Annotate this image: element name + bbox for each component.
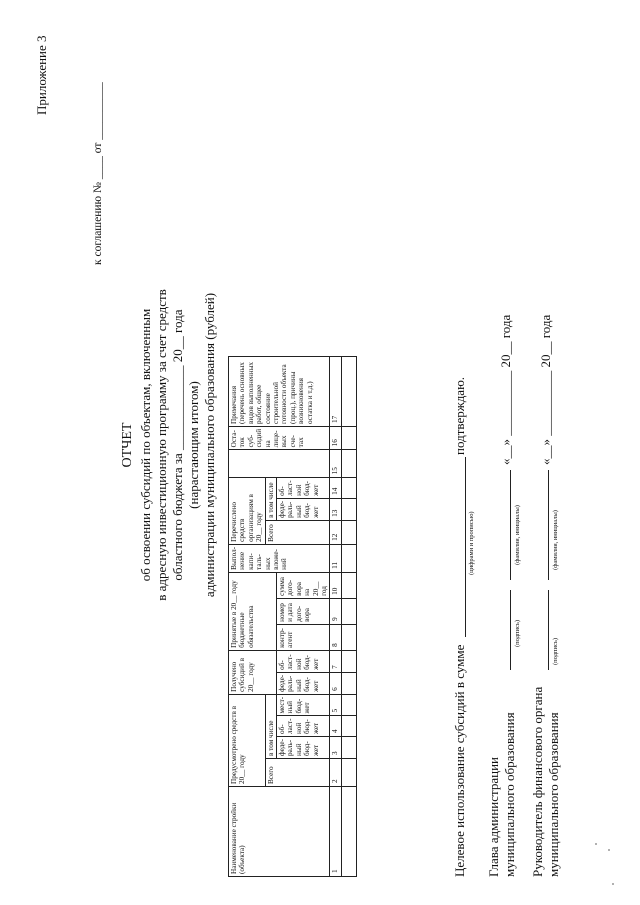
subtitle-line-3: областного бюджета за _____________ 20__ года [170,309,185,581]
col-received-reg: об-ласт-ной бюд-жет [277,650,330,672]
col-transferred: Перечислено средств организациям в 20__ году [229,478,266,545]
head-sign-hint: (подпись) [514,620,521,647]
subtitle-line-4: (нарастающим итогом) [186,381,201,509]
scan-speck [595,843,597,845]
col-accepted: Принятые в 20__ году бюджетные обязательства [229,572,277,650]
col-volume: Выпол-нение капи-таль-ных вложе-ний [229,544,330,572]
col-transferred-fed: феде-раль-ный бюд-жет [277,498,330,520]
fin-name-hint: (фамилия, инициалы) [552,510,559,570]
col-received: Получено субсидий в 20__ году [229,650,277,694]
fin-title-line-2: муниципального образования [546,712,561,877]
col-planned-incl: в том числе [265,694,276,758]
column-number-row [330,356,341,876]
target-use-line [455,457,466,637]
head-title-line-1: Глава администрации [486,756,501,877]
appendix-label: Приложение 3 [34,35,49,115]
col-number: 9 [330,598,341,624]
col-number: 2 [330,759,341,787]
subtitle-line-5: администрации муниципального образования (рублей) [202,292,217,598]
fin-sign-hint: (подпись) [552,638,559,665]
agreement-line: к соглашению № ____ от __________ [92,82,104,265]
head-title-line-2: муниципального образования [502,712,517,877]
col-number: 4 [330,716,341,737]
col-number: 14 [330,478,341,499]
col-number: 8 [330,624,341,650]
col-number: 5 [330,694,341,716]
col-extra [229,450,330,478]
col-notes: Примечания (перечень основных видов выполненных работ, общее состояние строительной готовности объекта (проц.), причины возникновения остатка и т.д.) [229,356,330,426]
col-number: 11 [330,544,341,572]
table-row [341,356,356,876]
col-number: 17 [330,356,341,426]
scan-speck [608,849,610,851]
scan-speck [612,883,614,885]
col-received-fed: феде-раль-ный бюд-жет [277,672,330,694]
head-sign-line [510,590,511,670]
col-contract-no: номер и дата дого-вора [277,598,330,624]
subtitle-line-1: об освоении субсидий по объектам, включенным [138,308,153,582]
report-table [228,356,357,877]
confirm-label: подтверждаю. [452,376,467,455]
col-planned-reg: об-ласт-ной бюд-жет [277,716,330,737]
head-name-hint: (фамилия, инициалы) [514,505,521,565]
col-number: 10 [330,572,341,598]
head-date: «__» __________ 20__ года [498,314,513,465]
col-number: 12 [330,520,341,544]
fin-sign-line [548,590,549,670]
col-contract-sum: сумма дого-вора на 20__ год [277,572,330,598]
head-name-line [510,470,511,580]
fin-name-line [548,470,549,580]
target-use-label: Целевое использование субсидий в сумме [452,644,467,877]
col-transferred-incl: в том числе [265,478,276,521]
report-title: ОТЧЕТ [120,422,135,468]
subtitle-line-2: в адресную инвестиционную программу за счет средств [154,289,169,601]
col-planned-fed: феде-раль-ный бюд-жет [277,737,330,759]
col-transferred-reg: об-ласт-ной бюд-жет [277,478,330,499]
col-number: 13 [330,498,341,520]
fin-date: «__» __________ 20__ года [538,314,553,465]
col-number: 3 [330,737,341,759]
fin-title-line-1: Руководитель финансового органа [530,686,545,877]
col-contractor: контр-агент [277,624,330,650]
col-name: Наименование стройки (объекта) [229,787,330,877]
col-remainder: Оста-ток суб-сидий на лице-вых сче-тах [229,426,330,449]
col-planned-loc: мест-ный бюд-жет [277,694,330,716]
col-number: 7 [330,650,341,672]
col-number: 16 [330,426,341,449]
col-number: 1 [330,787,341,877]
col-number: 6 [330,672,341,694]
col-planned-total: Всего [265,759,330,787]
col-number: 15 [330,450,341,478]
col-transferred-total: Всего [265,520,330,544]
target-use-hint: (цифрами и прописью) [468,511,475,575]
col-planned: Предусмотрено средств в 20__ году [229,694,266,786]
